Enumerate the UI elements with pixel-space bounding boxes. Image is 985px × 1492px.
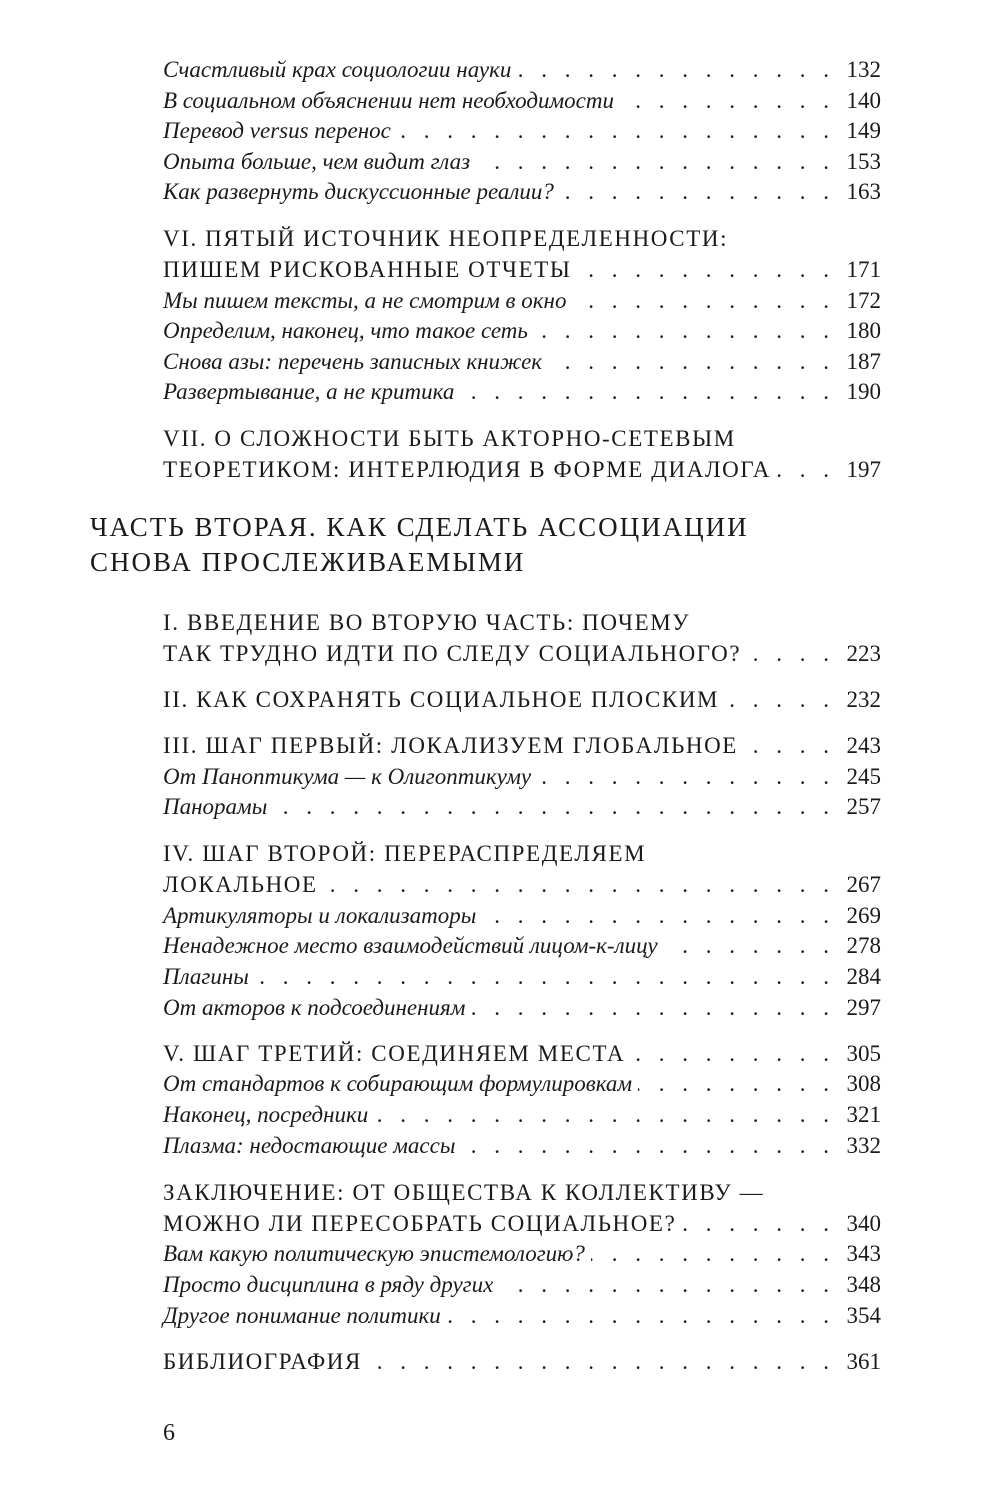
toc-entry: Счастливый крах социологии науки . . . 132 xyxy=(163,55,881,85)
part-heading: ЧАСТЬ ВТОРАЯ. КАК СДЕЛАТЬ АССОЦИАЦИИ xyxy=(90,512,749,542)
toc-entry: Плазма: недостающие массы . . . 332 xyxy=(163,1131,881,1161)
toc-entry: Снова азы: перечень записных книжек . . . 187 xyxy=(163,347,881,377)
toc-entry: Панорамы . . . 257 xyxy=(163,792,881,822)
chapter-title-line: VII. О СЛОЖНОСТИ БЫТЬ АКТОРНО-СЕТЕВЫМ xyxy=(163,426,736,451)
chapter-entry: ПИШЕМ РИСКОВАННЫЕ ОТЧЕТЫ . . . 171 xyxy=(163,255,881,285)
chapter-entry: МОЖНО ЛИ ПЕРЕСОБРАТЬ СОЦИАЛЬНОЕ? . . . 340 xyxy=(163,1209,881,1239)
toc-entry: От акторов к подсоединениям . . . 297 xyxy=(163,993,881,1023)
chapter-entry: БИБЛИОГРАФИЯ . . . 361 xyxy=(163,1347,881,1377)
toc-entry: Развертывание, а не критика . . . 190 xyxy=(163,377,881,407)
toc-entry: Плагины . . . 284 xyxy=(163,962,881,992)
chapter-title-line: ЗАКЛЮЧЕНИЕ: ОТ ОБЩЕСТВА К КОЛЛЕКТИВУ — xyxy=(163,1180,765,1205)
chapter-entry: V. ШАГ ТРЕТИЙ: СОЕДИНЯЕМ МЕСТА . . . 305 xyxy=(163,1039,881,1069)
chapter-title-line: IV. ШАГ ВТОРОЙ: ПЕРЕРАСПРЕДЕЛЯЕМ xyxy=(163,841,647,866)
toc-entry: Ненадежное место взаимодействий лицом-к-лицу . . . 278 xyxy=(163,931,881,961)
chapter-entry: II. КАК СОХРАНЯТЬ СОЦИАЛЬНОЕ ПЛОСКИМ . . . 232 xyxy=(163,685,881,715)
toc-entry: В социальном объяснении нет необходимости . . . 140 xyxy=(163,86,881,116)
chapter-entry: ЛОКАЛЬНОЕ . . . 267 xyxy=(163,870,881,900)
chapter-entry: ТЕОРЕТИКОМ: ИНТЕРЛЮДИЯ В ФОРМЕ ДИАЛОГА . . . 197 xyxy=(163,455,881,485)
page-number: 6 xyxy=(163,1420,175,1446)
toc-entry: От Паноптикума — к Олигоптикуму . . . 245 xyxy=(163,762,881,792)
chapter-entry: III. ШАГ ПЕРВЫЙ: ЛОКАЛИЗУЕМ ГЛОБАЛЬНОЕ . . . 243 xyxy=(163,731,881,761)
chapter-entry: ТАК ТРУДНО ИДТИ ПО СЛЕДУ СОЦИАЛЬНОГО? . . . 223 xyxy=(163,639,881,669)
toc-entry: Мы пишем тексты, а не смотрим в окно . . . 172 xyxy=(163,286,881,316)
toc-entry: От стандартов к собирающим формулировкам . . . 308 xyxy=(163,1069,881,1099)
toc-entry: Определим, наконец, что такое сеть . . . 180 xyxy=(163,316,881,346)
toc-entry: Просто дисциплина в ряду других . . . 348 xyxy=(163,1270,881,1300)
chapter-title-line: VI. ПЯТЫЙ ИСТОЧНИК НЕОПРЕДЕЛЕННОСТИ: xyxy=(163,226,729,251)
toc-entry: Вам какую политическую эпистемологию? . . . 343 xyxy=(163,1239,881,1269)
toc-entry: Опыта больше, чем видит глаз . . . 153 xyxy=(163,147,881,177)
toc-entry: Артикуляторы и локализаторы . . . 269 xyxy=(163,901,881,931)
toc-entry: Как развернуть дискуссионные реалии? . . . 163 xyxy=(163,177,881,207)
toc-entry: Перевод versus перенос . . . 149 xyxy=(163,116,881,146)
part-heading: СНОВА ПРОСЛЕЖИВАЕМЫМИ xyxy=(90,547,526,577)
toc-entry: Другое понимание политики . . . 354 xyxy=(163,1301,881,1331)
chapter-title-line: I. ВВЕДЕНИЕ ВО ВТОРУЮ ЧАСТЬ: ПОЧЕМУ xyxy=(163,610,691,635)
toc-entry: Наконец, посредники . . . 321 xyxy=(163,1100,881,1130)
